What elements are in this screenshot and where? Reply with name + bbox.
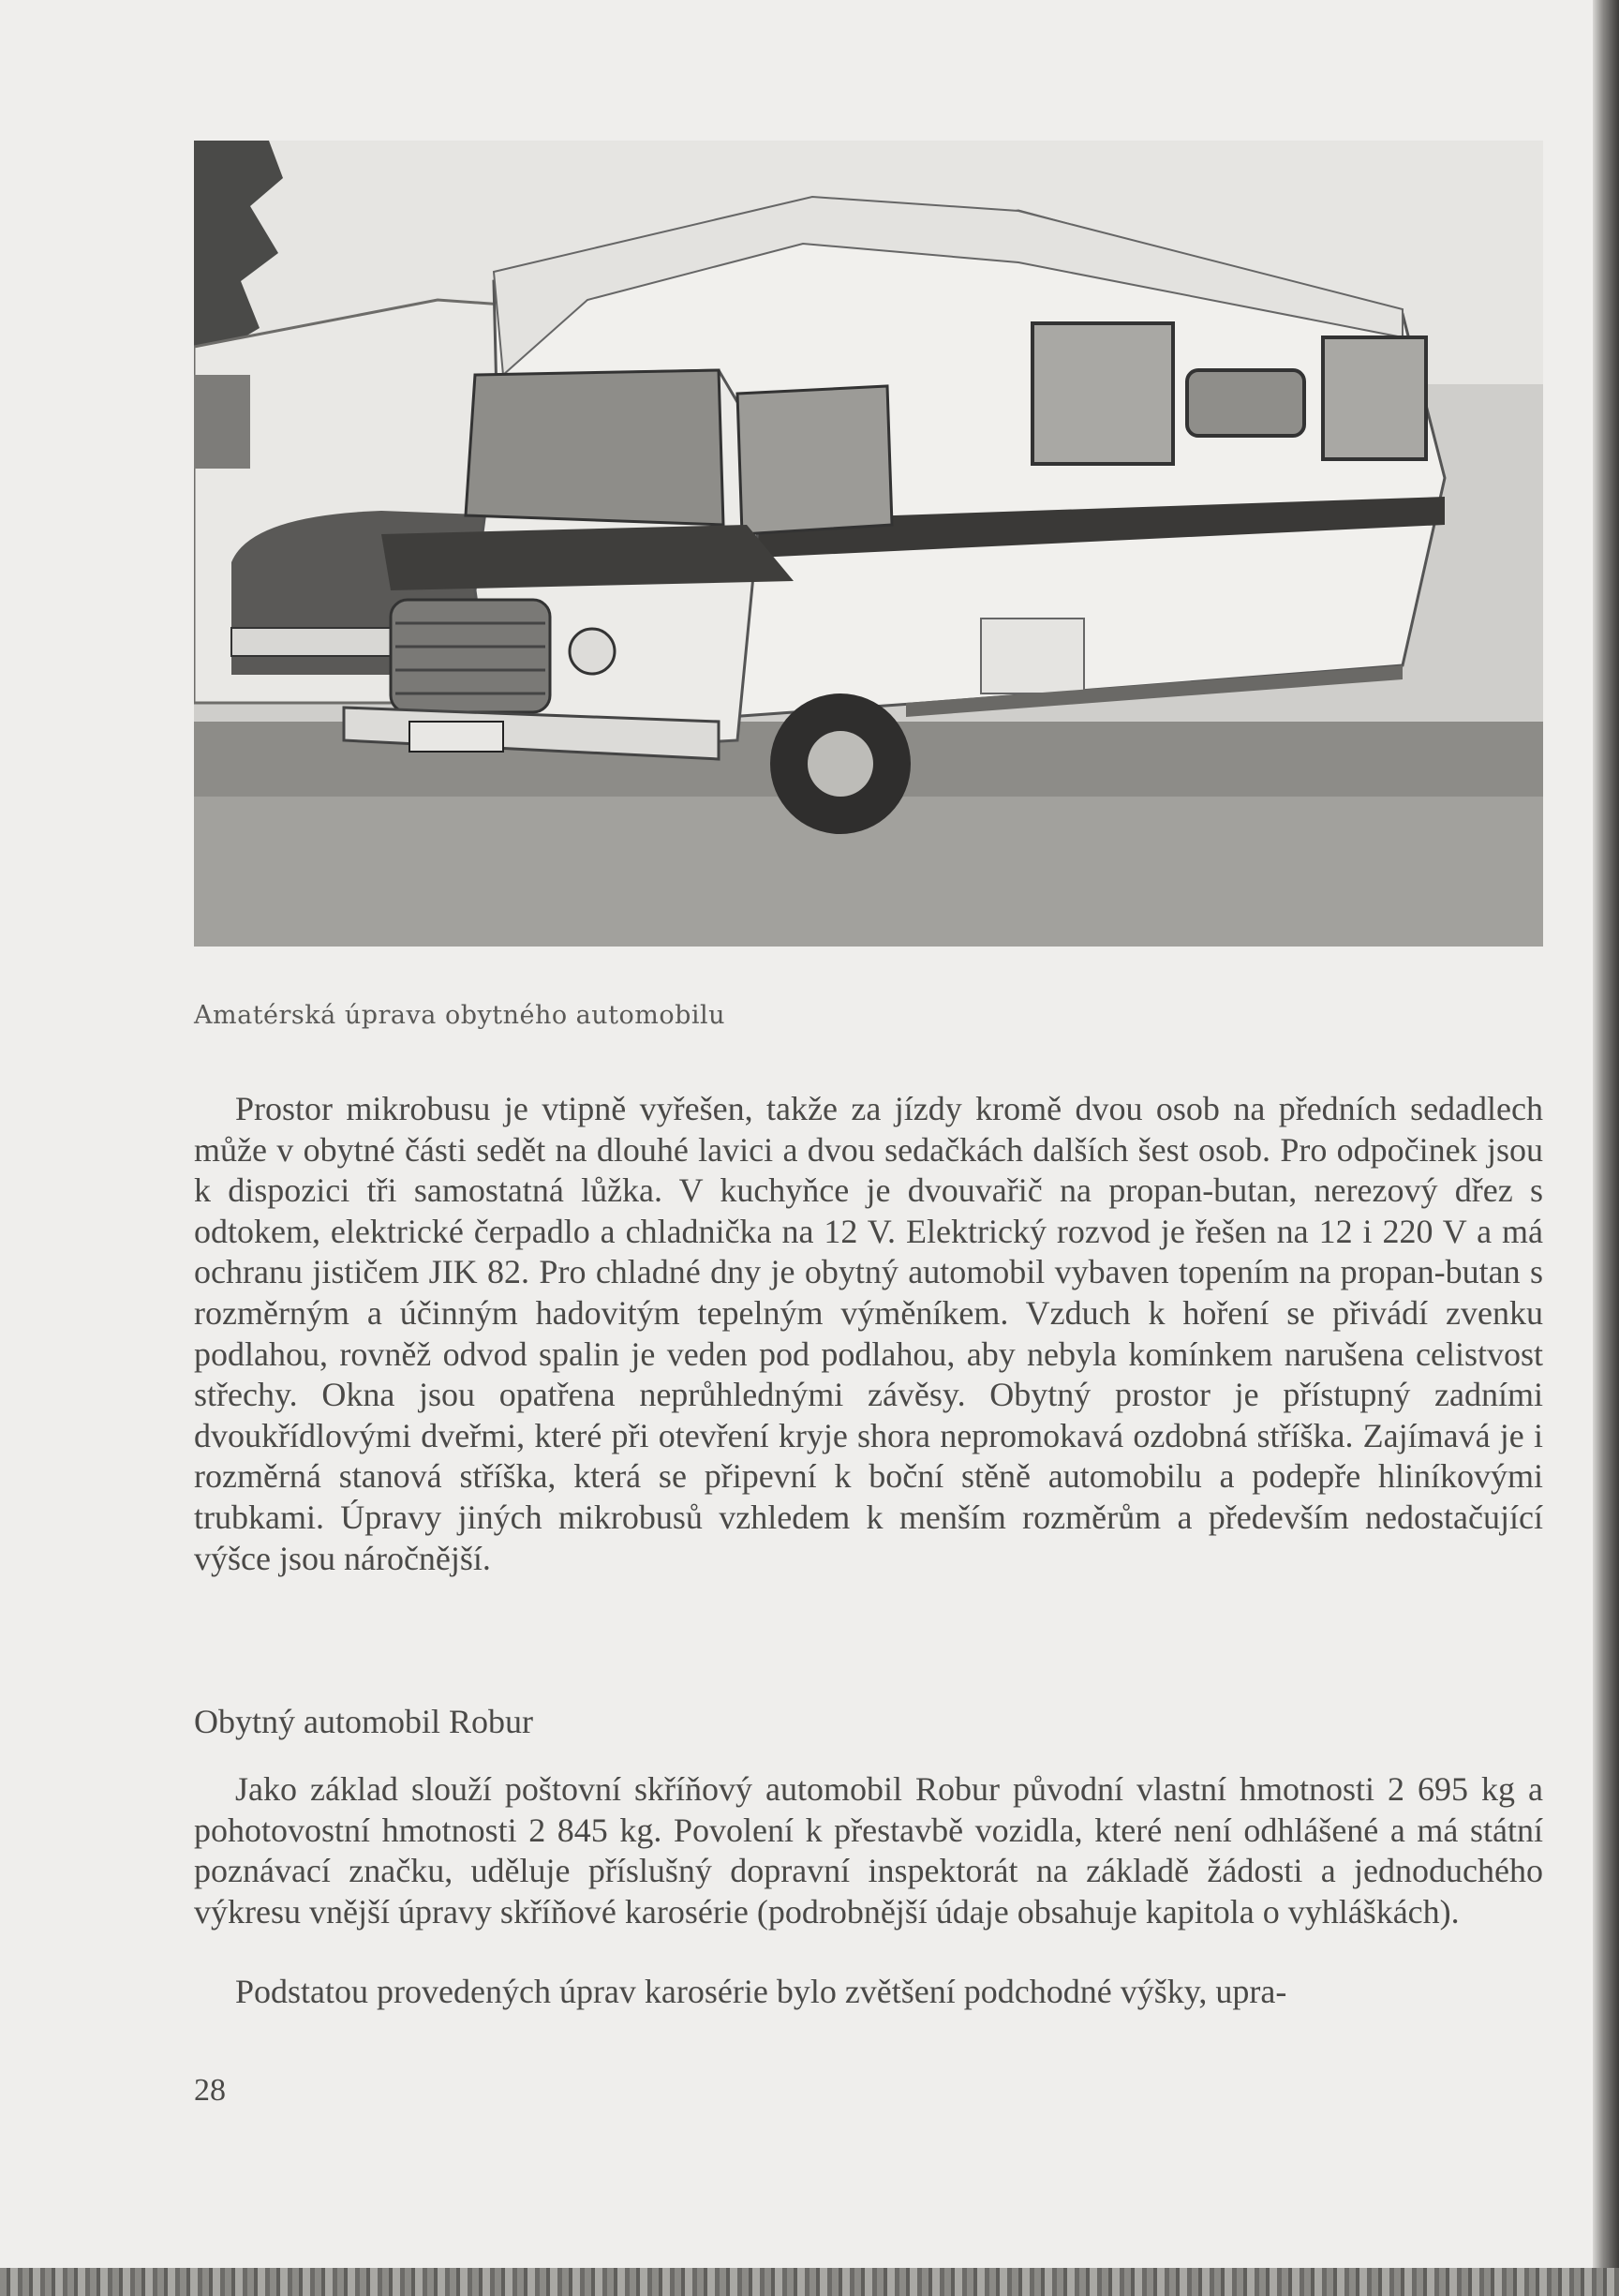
body-paragraph: Podstatou provedených úprav karosérie bylo zvětšení podchodné výšky, upra- bbox=[235, 1973, 1287, 2010]
body-paragraph: Prostor mikrobusu je vtipně vyřešen, takže za jízdy kromě dvou osob na předních sedadlech může v obytné části sedět na dlouhé lavici a dvou sedačkách dalších šest osob. Pro odpočinek jsou k dispozici tři samostatná lůžka. V kuchyňce je dvouvařič na propan-butan, nerezový dřez s odtokem, elektrické čerpadlo a chladnička na 12 V. Elektrický rozvod je řešen na 12 i 220 V a má ochranu jističem JIK 82. Pro chladné dny je obytný automobil vybaven topením na propan-butan s rozměrným a účinným hadovitým tepelným výměníkem. Vzduch k hoření se přivádí zvenku podlahou, rovněž odvod spalin je veden pod podlahou, aby nebyla komínkem narušena celistvost střechy. Okna jsou opatřena neprůhlednými závěsy. Obytný prostor je přístupný zadními dvoukřídlovými dveřmi, které při otevření kryje shora nepromokavá ozdobná stříška. Zajímavá je i rozměrná stanová stříška, která se připevní k boční stěně automobilu a podepře hliníkovými trubkami. Úpravy jiných mikrobusů vzhledem k menším rozměrům a především nedostačující výšce jsou náročnější. bbox=[194, 1090, 1543, 1577]
camper-van-photo bbox=[194, 141, 1543, 947]
body-paragraph: Jako základ slouží poštovní skříňový automobil Robur původní vlastní hmotnosti 2 695 kg a pohotovostní hmotnosti 2 845 kg. Povolení k přestavbě vozidla, které není odhlášené a má státní poznávací značku, uděluje příslušný dopravní inspektorát na základě žádosti a jednoduchého výkresu vnější úpravy skříňové karosérie (podrobnější údaje obsahuje kapitola o vyhláškách). bbox=[194, 1770, 1543, 1931]
bottom-edge bbox=[0, 2268, 1619, 2296]
page-number: 28 bbox=[194, 2073, 226, 2108]
section-heading: Obytný automobil Robur bbox=[194, 1703, 533, 1740]
photo-caption: Amatérská úprava obytného automobilu bbox=[194, 1001, 726, 1030]
camper-van-illustration bbox=[194, 141, 1543, 947]
page-edge bbox=[1593, 0, 1619, 2296]
